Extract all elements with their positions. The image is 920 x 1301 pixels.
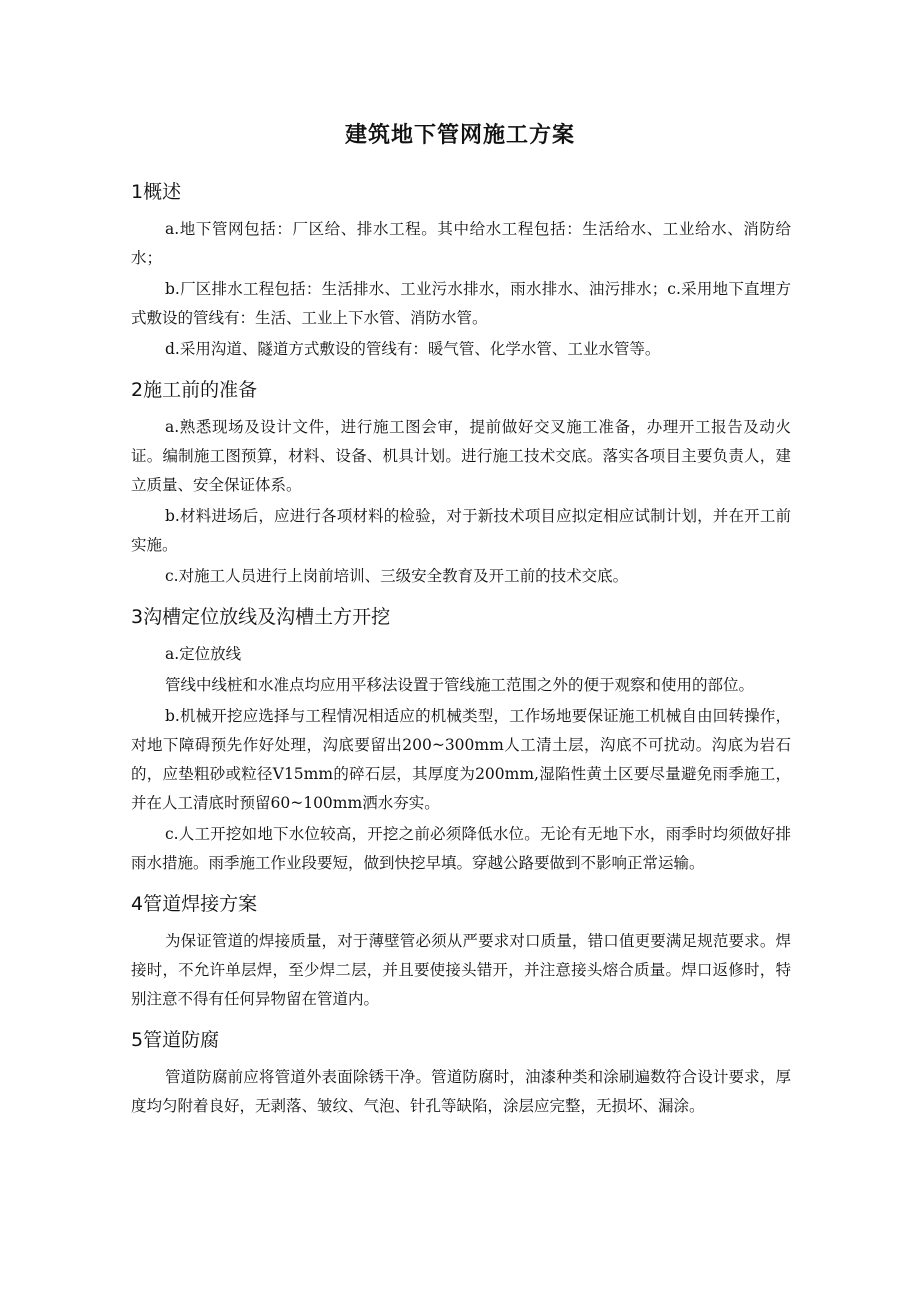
paragraph: a.定位放线 bbox=[165, 645, 242, 663]
paragraph: c.对施工人员进行上岗前培训、三级安全教育及开工前的技术交底。 bbox=[165, 567, 629, 585]
paragraph: a.熟悉现场及设计文件，进行施工图会审，提前做好交叉施工准备，办理开工报告及动火证。编制施工图预算，材料、设备、机具计划。进行施工技术交底。落实各项目主要负责人，建立质量、安全保证体系。 bbox=[131, 418, 791, 494]
section-heading: 4管道焊接方案 bbox=[131, 893, 258, 915]
paragraph: 管线中线桩和水准点均应用平移法设置于管线施工范围之外的便于观察和使用的部位。 bbox=[165, 676, 755, 694]
section-heading: 5管道防腐 bbox=[131, 1029, 220, 1051]
section-heading: 3沟槽定位放线及沟槽土方开挖 bbox=[131, 606, 391, 628]
section-pipe-anticorrosion bbox=[131, 1026, 791, 1121]
section-preparation bbox=[131, 376, 791, 591]
paragraph: b.材料进场后，应进行各项材料的检验，对于新技术项目应拟定相应试制计划，并在开工前实施。 bbox=[131, 507, 791, 554]
page-title: 建筑地下管网施工方案 bbox=[344, 123, 575, 148]
section-heading: 2施工前的准备 bbox=[131, 379, 258, 401]
paragraph: a.地下管网包括：厂区给、排水工程。其中给水工程包括：生活给水、工业给水、消防给水； bbox=[131, 220, 791, 267]
document-body bbox=[131, 178, 791, 1123]
paragraph: d.采用沟道、隧道方式敷设的管线有：暖气管、化学水管、工业水管等。 bbox=[165, 340, 661, 358]
section-pipe-welding bbox=[131, 890, 791, 1014]
paragraph: b.厂区排水工程包括：生活排水、工业污水排水，雨水排水、油污排水；c.采用地下直埋方式敷设的管线有：生活、工业上下水管、消防水管。 bbox=[131, 280, 791, 327]
section-trench-excavation bbox=[131, 603, 791, 878]
paragraph: 管道防腐前应将管道外表面除锈干净。管道防腐时，油漆种类和涂刷遍数符合设计要求，厚度均匀附着良好，无剥落、皱纹、气泡、针孔等缺陷，涂层应完整，无损坏、漏涂。 bbox=[131, 1068, 791, 1115]
paragraph: c.人工开挖如地下水位较高，开挖之前必须降低水位。无论有无地下水，雨季时均须做好排雨水措施。雨季施工作业段要短，做到快挖早填。穿越公路要做到不影响正常运输。 bbox=[131, 825, 791, 872]
section-overview bbox=[131, 178, 791, 364]
section-heading: 1概述 bbox=[131, 181, 182, 203]
paragraph: b.机械开挖应选择与工程情况相适应的机械类型，工作场地要保证施工机械自由回转操作，对地下障碍预先作好处理，沟底要留出200~300mm人工清土层，沟底不可扰动。沟底为岩石的，应垫粗砂或粒径V15mm的碎石层，其厚度为200mm,湿陷性黄土区要尽量避免雨季施工，并在人工清底时预留60~100mm洒水夯实。 bbox=[131, 707, 791, 812]
paragraph: 为保证管道的焊接质量，对于薄壁管必须从严要求对口质量，错口值更要满足规范要求。焊接时，不允许单层焊，至少焊二层，并且要使接头错开，并注意接头熔合质量。焊口返修时，特别注意不得有任何异物留在管道内。 bbox=[131, 932, 791, 1008]
